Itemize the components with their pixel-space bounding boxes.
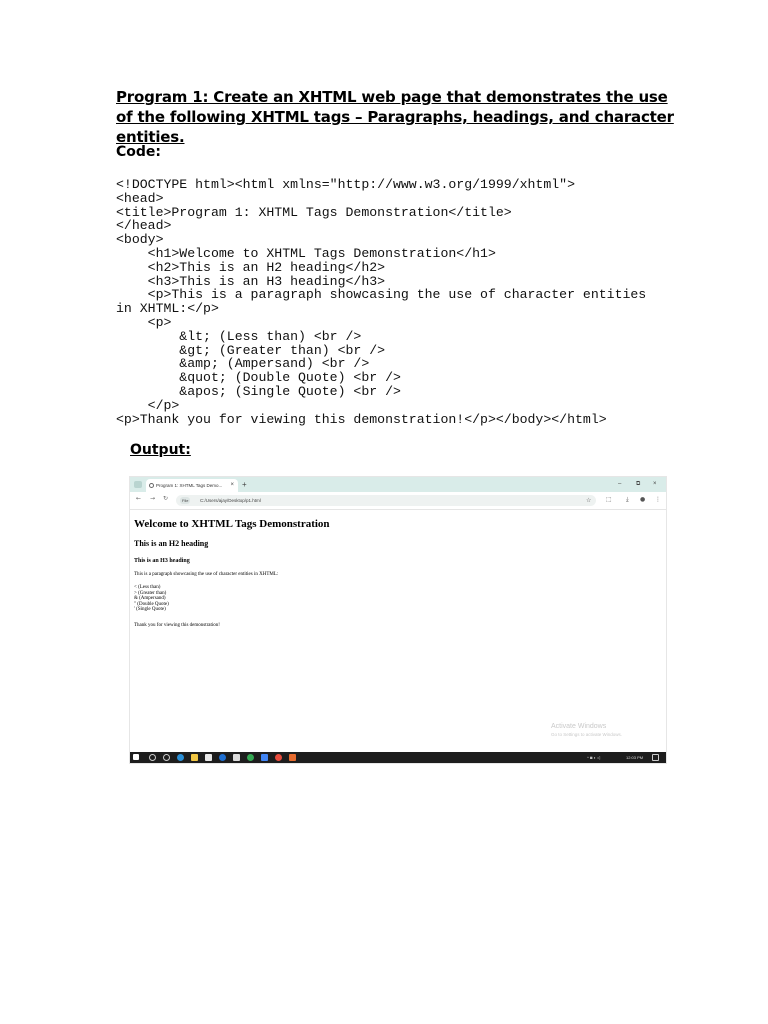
app-icon[interactable] — [289, 754, 296, 761]
document-title: Program 1: Create an XHTML web page that demonstrates the use of the following XHTML tags – Paragraphs, headings, and character entities. — [116, 88, 674, 146]
rendered-h1: Welcome to XHTML Tags Demonstration — [134, 518, 330, 530]
browser-tab[interactable] — [146, 479, 238, 492]
rendered-thanks: Thank you for viewing this demonstration! — [134, 623, 220, 628]
new-tab-button[interactable]: + — [242, 480, 247, 489]
entity-line: > (Greater than) — [134, 590, 167, 596]
app-icon[interactable] — [219, 754, 226, 761]
restore-button[interactable]: ⧉ — [636, 481, 641, 487]
rendered-paragraph: This is a paragraph showcasing the use of character entities in XHTML: — [134, 572, 279, 577]
mail-icon[interactable] — [205, 754, 212, 761]
folder-icon[interactable] — [191, 754, 198, 761]
system-tray-icons[interactable]: ^ ◙ ◖ ◁ — [587, 755, 601, 760]
notification-icon[interactable] — [652, 754, 659, 761]
file-chip: File — [182, 498, 189, 503]
entity-line: & (Ampersand) — [134, 596, 166, 602]
code-block: <!DOCTYPE html><html xmlns="http://www.w3.org/1999/xhtml"> <head> <title>Program 1: XHTML Tags Demonstration</title> </head> <body> <h1>Welcome to XHTML Tags Demonstration</h1> <h2>This is an H2 heading</h2> <h3>This is an H3 heading</h3> <p>This is a paragraph showcasing the use of character entities in XHTML:</p> <p> &lt; (Less than) <br /> &gt; (Greater than) <br /> &amp; (Ampersand) <br /> &quot; (Double Quote) <br /> &apos; (Single Quote) <br /> </p> <p>Thank you for viewing this demonstration!</p></body></html> — [116, 177, 647, 427]
app-icon[interactable] — [261, 754, 268, 761]
start-icon[interactable] — [133, 754, 139, 760]
address-bar[interactable] — [176, 495, 596, 506]
back-icon[interactable]: ← — [136, 495, 142, 502]
tab-close-icon[interactable]: × — [230, 482, 234, 488]
watermark-subtitle: Go to Settings to activate Windows. — [551, 732, 623, 737]
forward-icon[interactable]: → — [150, 495, 156, 502]
extensions-icon[interactable]: ⬚ — [606, 496, 612, 503]
clock[interactable]: 12:03 PM — [626, 755, 644, 760]
globe-icon — [149, 483, 154, 488]
activation-watermark — [551, 723, 622, 737]
output-label: Output: — [130, 442, 191, 458]
watermark-title: Activate Windows — [551, 723, 607, 730]
rendered-h2: This is an H2 heading — [134, 539, 209, 548]
rendered-h3: This is an H3 heading — [134, 558, 190, 564]
menu-icon[interactable]: ⋮ — [655, 496, 661, 503]
tab-menu-icon[interactable] — [134, 481, 142, 488]
rendered-entities — [134, 585, 169, 613]
search-icon[interactable] — [149, 754, 156, 761]
task-view-icon[interactable] — [163, 754, 170, 761]
entity-line: " (Double Quote) — [134, 601, 169, 607]
profile-icon[interactable]: ● — [640, 496, 646, 503]
url-text[interactable]: C:/Users/ajay/Desktop/p1.html — [200, 498, 261, 503]
entity-line: ' (Single Quote) — [134, 607, 166, 613]
browser-tab-bar — [130, 477, 666, 492]
minimize-button[interactable]: – — [618, 481, 622, 487]
chrome-icon[interactable] — [247, 754, 254, 761]
edge-icon[interactable] — [177, 754, 184, 761]
window-close-button[interactable]: × — [653, 481, 657, 487]
browser-screenshot — [129, 476, 667, 764]
code-label: Code: — [116, 144, 162, 160]
tab-title: Program 1: XHTML Tags Demo... — [156, 483, 223, 488]
reload-icon[interactable]: ↻ — [163, 495, 169, 502]
store-icon[interactable] — [233, 754, 240, 761]
browser-nav-bar — [130, 492, 666, 510]
app-icon[interactable] — [275, 754, 282, 761]
entity-line: < (Less than) — [134, 585, 161, 590]
windows-taskbar — [130, 752, 666, 763]
download-icon[interactable]: ⤓ — [626, 496, 629, 503]
star-icon[interactable]: ☆ — [586, 497, 592, 504]
